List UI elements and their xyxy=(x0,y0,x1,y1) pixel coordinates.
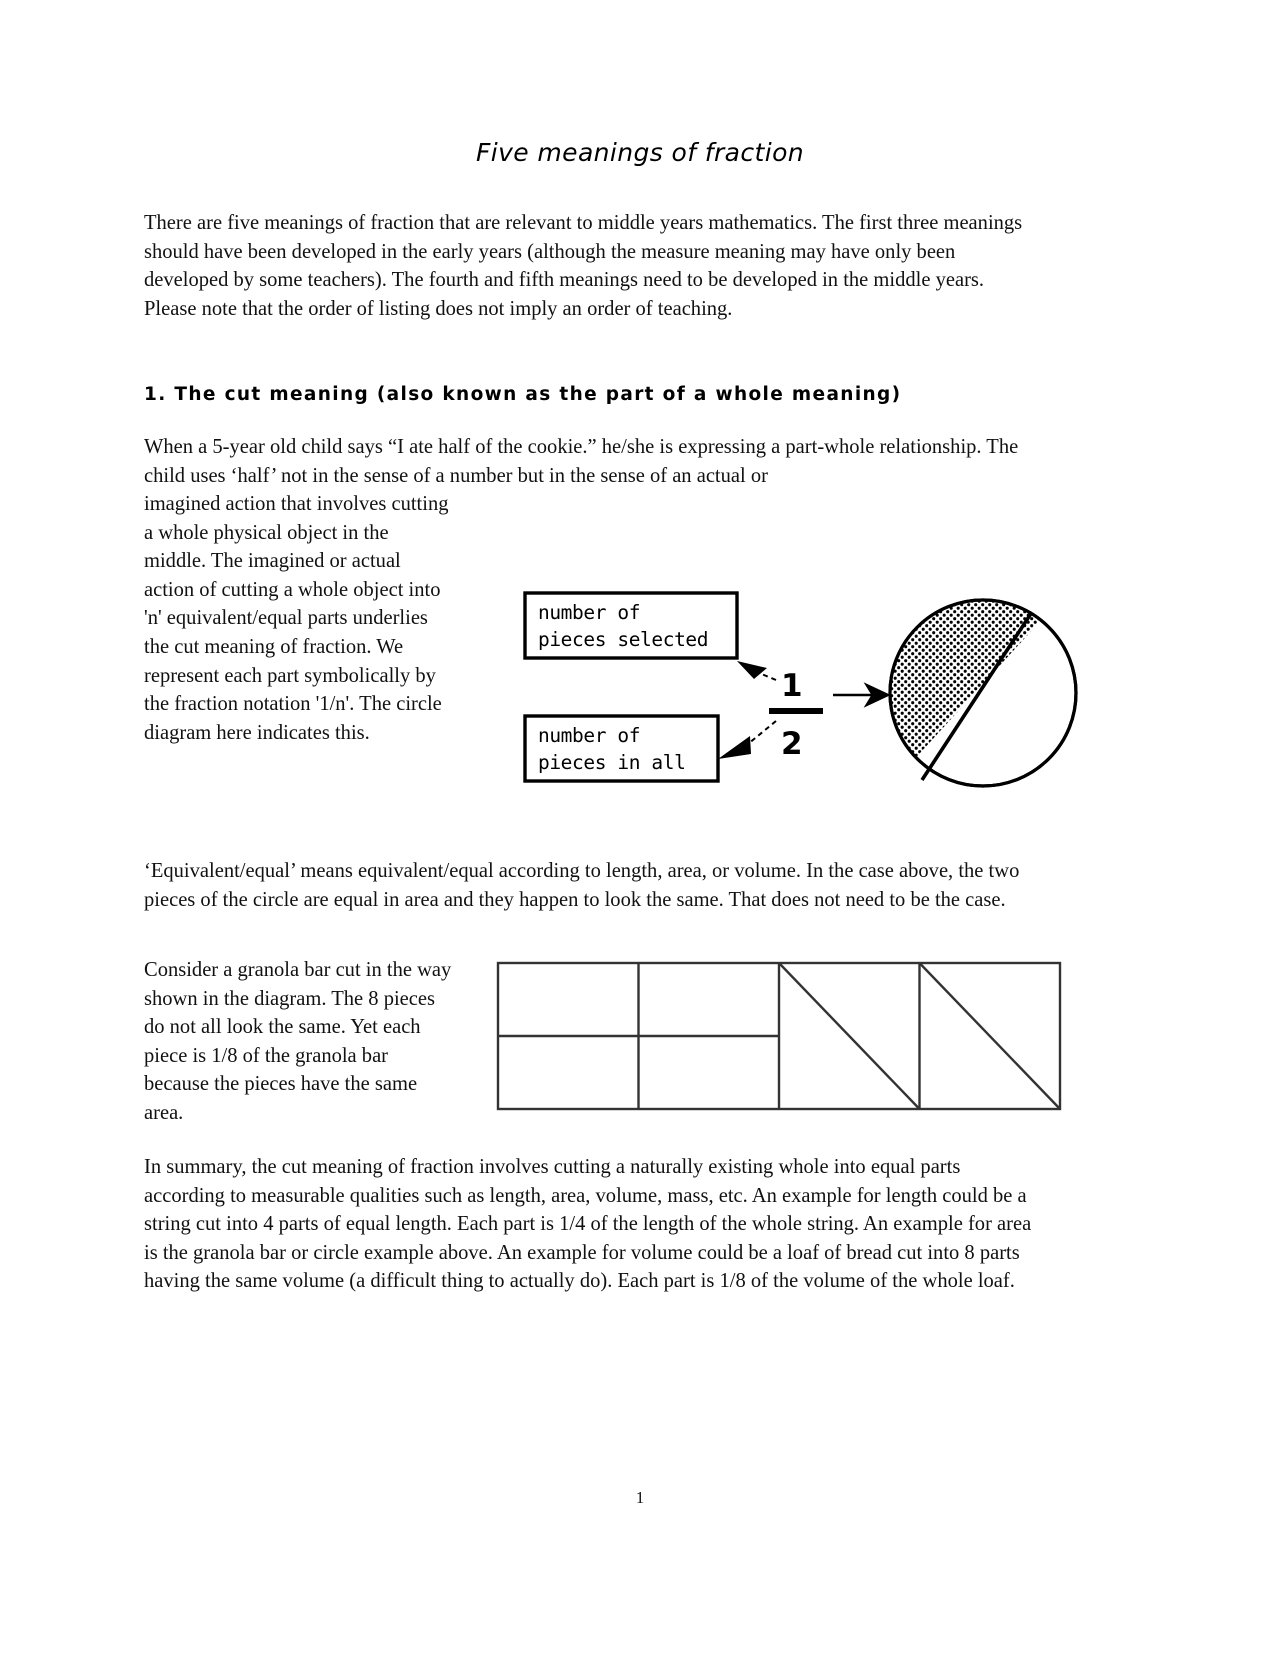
numerator-label-line-1: number of xyxy=(538,601,641,624)
paragraph-granola: Consider a granola bar cut in the way shown in the diagram. The 8 pieces do not all look the same. Yet each piece is 1/8 of the granola bar because the pieces have the same area. xyxy=(144,957,452,1124)
denominator-label-line-2: pieces in all xyxy=(538,751,686,774)
granola-bar-diagram xyxy=(495,955,1065,1115)
paragraph-equivalent-equal: ‘Equivalent/equal’ means equivalent/equal according to length, area, or volume. In the case above, the two pieces of the circle are equal in area and they happen to look the same. That does not need to be the case. xyxy=(144,858,1020,911)
paragraph-summary: In summary, the cut meaning of fraction involves cutting a naturally existing whole into equal parts according to measurable qualities such as length, area, volume, mass, etc. An example for length could be a string cut into 4 parts of equal length. Each part is 1/4 of the length of the whole string. An example for area is the granola bar or circle example above. An example for volume could be a loaf of bread cut into 8 parts having the same volume (a difficult thing to actually do). Each part is 1/8 of the volume of the whole loaf. xyxy=(144,1154,1032,1293)
numerator-label-line-2: pieces selected xyxy=(538,628,709,651)
paragraph-cut-wrapped: imagined action that involves cutting a whole physical object in the middle. The imagined or actual action of cutting a whole object into 'n' equivalent/equal parts underlies the cut meaning of fraction. We represent each part symbolically by the fraction notation '1/n'. The circle diagram here indicates this. xyxy=(144,491,449,744)
denominator-label-box xyxy=(525,716,718,781)
fraction-numerator: 1 xyxy=(781,668,803,704)
numerator-label-box xyxy=(525,593,737,658)
denominator-label-line-1: number of xyxy=(538,724,641,747)
denominator-leader xyxy=(718,721,776,759)
section-heading-cut-meaning: 1. The cut meaning (also known as the part of a whole meaning) xyxy=(144,384,902,405)
page-number: 1 xyxy=(635,1488,645,1507)
page-title: Five meanings of fraction xyxy=(475,138,805,167)
fraction-denominator: 2 xyxy=(781,726,803,762)
fraction-symbol xyxy=(769,668,823,762)
fraction-circle-diagram xyxy=(505,568,1085,818)
paragraph-intro: There are five meanings of fraction that are relevant to middle years mathematics. The first three meanings should have been developed in the early years (although the measure meaning may have only been developed by some teachers). The fourth and fifth meanings need to be developed in the middle years. Please note that the order of listing does not imply an order of teaching. xyxy=(144,210,1023,320)
paragraph-cut-intro: When a 5-year old child says “I ate half of the cookie.” he/she is expressing a part-whole relationship. The child uses ‘half’ not in the sense of a number but in the sense of an actual or xyxy=(144,434,1019,487)
half-shaded-circle xyxy=(890,592,1076,786)
numerator-leader xyxy=(737,661,776,680)
